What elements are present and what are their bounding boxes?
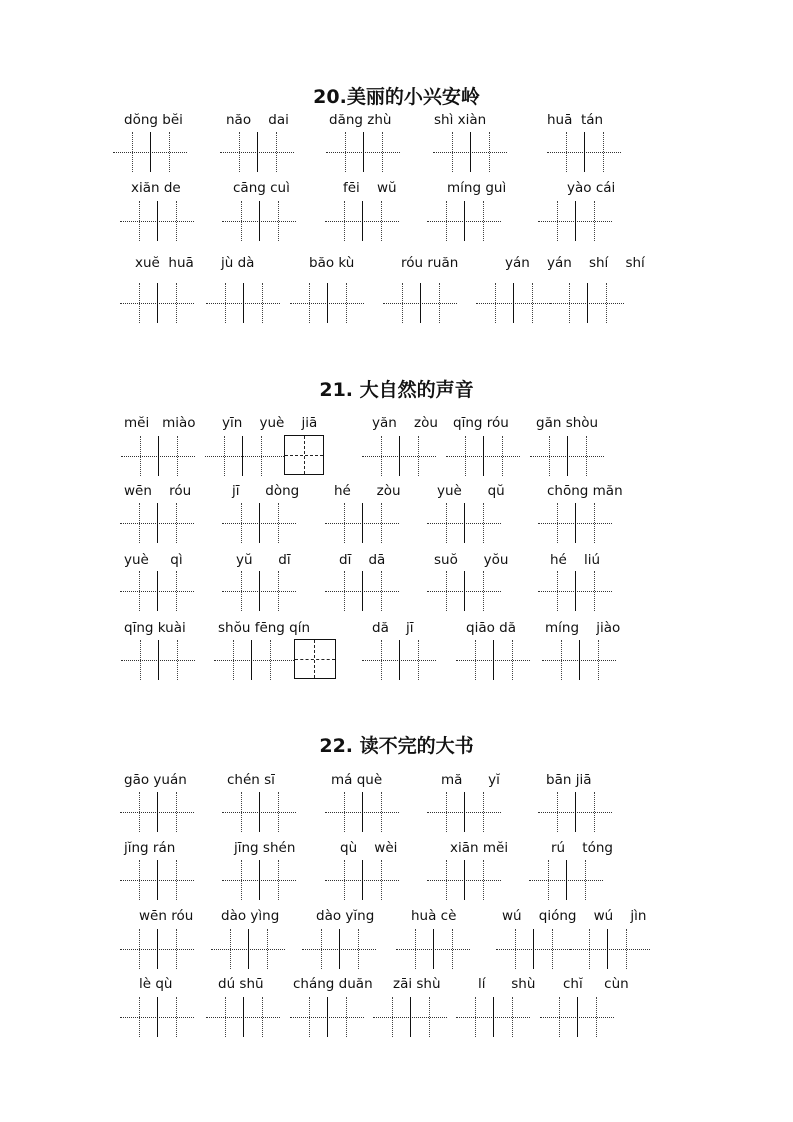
pinyin-label: qīng kuài	[124, 620, 186, 636]
pinyin-label: lè qù	[139, 976, 173, 992]
pinyin-label: jĭng rán	[124, 840, 176, 856]
writing-grid[interactable]	[120, 283, 194, 323]
pinyin-label: dă jī	[372, 620, 414, 636]
pinyin-label: dī dā	[339, 552, 386, 568]
pinyin-label: dŏng bĕi	[124, 112, 183, 128]
single-char-box[interactable]	[284, 435, 324, 475]
writing-grid[interactable]	[220, 132, 294, 172]
section-title-21: 21. 大自然的声音	[319, 379, 474, 401]
writing-grid[interactable]	[120, 201, 194, 241]
writing-grid[interactable]	[290, 997, 364, 1037]
writing-grid[interactable]	[222, 201, 296, 241]
pinyin-label: shŏu fēng qín	[218, 620, 311, 636]
pinyin-label: hé zòu	[334, 483, 401, 499]
writing-grid[interactable]	[529, 860, 603, 900]
pinyin-label: yīn yuè jiā	[222, 415, 318, 431]
pinyin-label: cāng cuì	[233, 180, 290, 196]
writing-grid[interactable]	[222, 571, 296, 611]
pinyin-label: jù dà	[221, 255, 255, 271]
pinyin-label: jīng shén	[234, 840, 296, 856]
writing-grid[interactable]	[383, 283, 457, 323]
writing-grid[interactable]	[433, 132, 507, 172]
writing-grid[interactable]	[325, 792, 399, 832]
pinyin-label: yŭ dī	[236, 552, 291, 568]
pinyin-label: dú shū	[218, 976, 264, 992]
pinyin-label: găn shòu	[536, 415, 599, 431]
writing-grid[interactable]	[540, 997, 614, 1037]
writing-grid[interactable]	[373, 997, 447, 1037]
writing-grid[interactable]	[120, 860, 194, 900]
pinyin-label: dăng zhù	[329, 112, 392, 128]
pinyin-label: dào yĭng	[316, 908, 375, 924]
single-char-box[interactable]	[294, 639, 336, 679]
writing-grid[interactable]	[121, 436, 195, 476]
writing-grid[interactable]	[538, 792, 612, 832]
writing-grid[interactable]	[325, 201, 399, 241]
section-title-20: 20.美丽的小兴安岭	[313, 86, 480, 108]
writing-grid[interactable]	[206, 283, 280, 323]
pinyin-label: xiān mĕi	[450, 840, 509, 856]
pinyin-label: yán yán shí shí	[505, 255, 645, 271]
writing-grid[interactable]	[325, 860, 399, 900]
pinyin-label: chōng măn	[547, 483, 623, 499]
writing-grid[interactable]	[222, 792, 296, 832]
writing-grid[interactable]	[121, 640, 195, 680]
writing-grid[interactable]	[427, 792, 501, 832]
writing-grid[interactable]	[538, 201, 612, 241]
pinyin-label: má què	[331, 772, 383, 788]
writing-grid[interactable]	[120, 929, 194, 969]
pinyin-label: yuè qì	[124, 552, 183, 568]
writing-grid[interactable]	[362, 640, 436, 680]
writing-grid[interactable]	[120, 792, 194, 832]
writing-grid[interactable]	[205, 436, 284, 476]
writing-grid[interactable]	[222, 503, 296, 543]
pinyin-label: wú qióng wú jìn	[502, 908, 647, 924]
pinyin-label: míng guì	[447, 180, 507, 196]
pinyin-label: xuĕ huā	[135, 255, 194, 271]
writing-grid[interactable]	[113, 132, 187, 172]
writing-grid[interactable]	[362, 436, 436, 476]
pinyin-label: gāo yuán	[124, 772, 187, 788]
pinyin-label: róu ruăn	[401, 255, 459, 271]
writing-grid[interactable]	[547, 132, 621, 172]
pinyin-label: yào cái	[567, 180, 616, 196]
pinyin-label: huà cè	[411, 908, 457, 924]
writing-grid[interactable]	[206, 997, 280, 1037]
writing-grid[interactable]	[396, 929, 470, 969]
writing-grid[interactable]	[427, 201, 501, 241]
pinyin-label: huā tán	[547, 112, 604, 128]
writing-grid[interactable]	[456, 640, 530, 680]
pinyin-label: xiăn de	[131, 180, 181, 196]
pinyin-label: mĕi miào	[124, 415, 196, 431]
writing-grid[interactable]	[325, 571, 399, 611]
writing-grid[interactable]	[325, 503, 399, 543]
writing-grid[interactable]	[542, 640, 616, 680]
pinyin-label: yăn zòu	[372, 415, 438, 431]
pinyin-label: băo kù	[309, 255, 355, 271]
writing-grid[interactable]	[456, 997, 530, 1037]
writing-grid[interactable]	[530, 436, 604, 476]
pinyin-label: rú tóng	[551, 840, 613, 856]
pinyin-label: zāi shù	[393, 976, 441, 992]
pinyin-label: mă yĭ	[441, 772, 500, 788]
pinyin-label: qiāo dă	[466, 620, 516, 636]
pinyin-label: shì xiàn	[434, 112, 487, 128]
pinyin-label: wēn róu	[139, 908, 194, 924]
pinyin-label: hé liú	[550, 552, 601, 568]
pinyin-label: chén sī	[227, 772, 275, 788]
pinyin-label: míng jiào	[545, 620, 621, 636]
writing-grid[interactable]	[214, 640, 294, 680]
pinyin-label: chĭ cùn	[563, 976, 629, 992]
writing-grid[interactable]	[290, 283, 364, 323]
pinyin-label: qù wèi	[340, 840, 398, 856]
pinyin-label: wēn róu	[124, 483, 192, 499]
writing-grid[interactable]	[211, 929, 285, 969]
writing-grid[interactable]	[222, 860, 296, 900]
pinyin-label: jī dòng	[232, 483, 300, 499]
writing-grid[interactable]	[538, 571, 612, 611]
writing-grid[interactable]	[302, 929, 376, 969]
writing-grid[interactable]	[427, 860, 501, 900]
writing-grid[interactable]	[427, 503, 501, 543]
writing-grid[interactable]	[120, 571, 194, 611]
writing-grid[interactable]	[550, 283, 624, 323]
section-title-22: 22. 读不完的大书	[319, 735, 474, 757]
pinyin-label: qīng róu	[453, 415, 509, 431]
writing-grid[interactable]	[496, 929, 570, 969]
writing-grid[interactable]	[120, 997, 194, 1037]
writing-grid[interactable]	[476, 283, 550, 323]
pinyin-label: bān jiā	[546, 772, 592, 788]
writing-grid[interactable]	[446, 436, 520, 476]
pinyin-label: cháng duăn	[293, 976, 373, 992]
writing-grid[interactable]	[570, 929, 650, 969]
pinyin-label: fēi wŭ	[343, 180, 397, 196]
pinyin-label: suŏ yŏu	[434, 552, 509, 568]
writing-grid[interactable]	[326, 132, 400, 172]
writing-grid[interactable]	[427, 571, 501, 611]
writing-grid[interactable]	[120, 503, 194, 543]
writing-grid[interactable]	[538, 503, 612, 543]
pinyin-label: năo dai	[226, 112, 289, 128]
pinyin-label: dào yìng	[221, 908, 280, 924]
pinyin-label: yuè qŭ	[437, 483, 505, 499]
pinyin-label: lí shù	[478, 976, 536, 992]
